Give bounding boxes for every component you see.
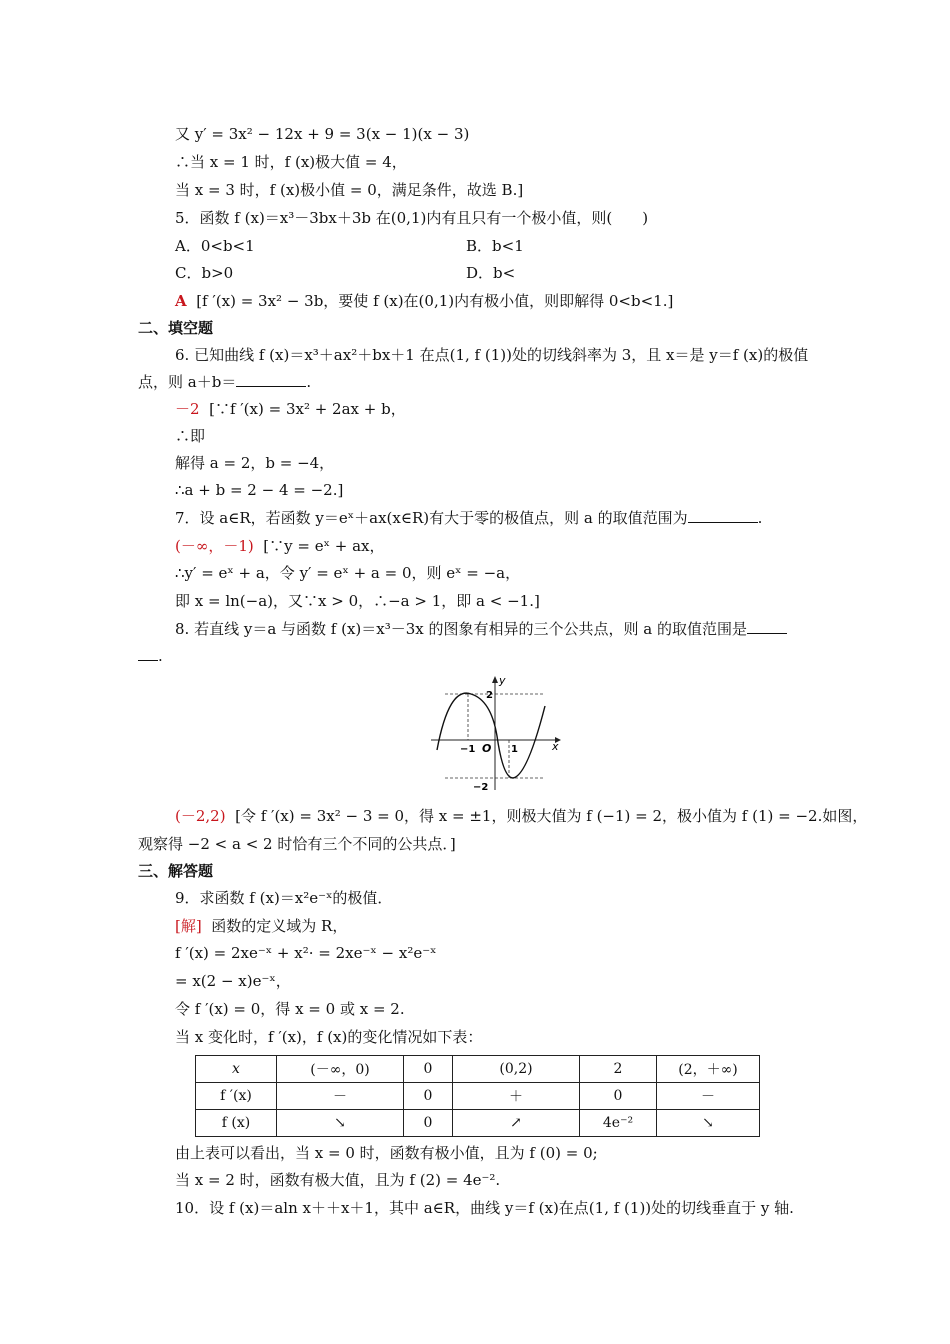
text-line: ∴当 x = 1 时，f (x)极大值 = 4， xyxy=(175,153,407,171)
answer-9 xyxy=(175,916,347,936)
table-cell: ↘ xyxy=(657,1110,760,1137)
table-cell: 2 xyxy=(580,1056,657,1083)
tick-label-1: 1 xyxy=(511,744,518,755)
question-5: 5．函数 f (x)＝x³－3bx＋3b 在(0,1)内有且只有一个极小值，则( ) xyxy=(175,209,649,227)
cubic-function-graph xyxy=(425,672,565,794)
question-9: 9．求函数 f (x)＝x²e⁻ˣ的极值． xyxy=(175,889,393,907)
text-line: = x(2 − x)e⁻ˣ， xyxy=(175,972,291,990)
answer-8 xyxy=(175,806,867,826)
table-cell: f ′(x) xyxy=(196,1083,277,1110)
question-6-cont xyxy=(138,372,311,392)
question-6: 6. 已知曲线 f (x)＝x³＋ax²＋bx＋1 在点(1, f (1))处的切线斜率为 3，且 x＝是 y＝f (x)的极值 xyxy=(175,346,809,364)
variation-table xyxy=(195,1055,760,1137)
question-text: 8. 若直线 y＝a 与函数 f (x)＝x³－3x 的图象有相异的三个公共点，则 a 的取值范围是 xyxy=(175,620,748,638)
answer-label: [解] xyxy=(175,917,202,935)
table-cell: 4e⁻² xyxy=(580,1110,657,1137)
text-line: 解得 a = 2，b = −4， xyxy=(175,454,335,472)
question-8-cont xyxy=(138,646,163,666)
answer-label: A xyxy=(175,292,187,310)
period: . xyxy=(306,373,312,391)
answer-text: [∵y = eˣ + ax， xyxy=(263,537,385,555)
answer-blank xyxy=(138,646,158,661)
question-10: 10．设 f (x)＝aln x＋＋x＋1，其中 a∈R，曲线 y＝f (x)在点(1, f (1))处的切线垂直于 y 轴. xyxy=(175,1199,794,1217)
y-axis-label: y xyxy=(499,674,506,687)
table-cell: (0,2) xyxy=(453,1056,580,1083)
answer-5 xyxy=(175,291,673,311)
text-line: 由上表可以看出，当 x = 0 时，函数有极小值，且为 f (0) = 0; xyxy=(175,1144,598,1162)
answer-label: (－∞，－1) xyxy=(175,537,254,555)
answer-label: (－2,2) xyxy=(175,807,226,825)
answer-text: [令 f ′(x) = 3x² − 3 = 0，得 x = ±1，则极大值为 f (−1) = 2，极小值为 f (1) = −2.如图， xyxy=(235,807,868,825)
x-axis-label: x xyxy=(552,740,559,753)
answer-label: －2 xyxy=(175,400,200,418)
table-cell: ＋ xyxy=(453,1083,580,1110)
text-line: 令 f ′(x) = 0，得 x = 0 或 x = 2. xyxy=(175,1000,405,1018)
answer-blank xyxy=(688,508,758,523)
period: . xyxy=(158,647,163,665)
cubic-curve xyxy=(437,693,545,778)
table-cell: (－∞，0) xyxy=(277,1056,404,1083)
answer-6 xyxy=(175,399,406,419)
table-cell: 0 xyxy=(580,1083,657,1110)
option-a: A．0<b<1 xyxy=(175,237,255,255)
table-cell: x xyxy=(196,1056,277,1083)
table-cell: ↘ xyxy=(277,1110,404,1137)
text-line: 当 x 变化时，f ′(x)，f (x)的变化情况如下表： xyxy=(175,1028,483,1046)
table-cell: (2，＋∞) xyxy=(657,1056,760,1083)
text-line: 即 x = ln(−a)，又∵x > 0，∴−a > 1，即 a < −1.] xyxy=(175,592,540,610)
section-heading: 三、解答题 xyxy=(138,862,214,880)
answer-text: [f ′(x) = 3x² − 3b，要使 f (x)在(0,1)内有极小值，则即解得 0<b<1.] xyxy=(196,292,674,310)
table-cell: － xyxy=(657,1083,760,1110)
table-cell: 0 xyxy=(404,1056,453,1083)
text-line: f ′(x) = 2xe⁻ˣ + x²· = 2xe⁻ˣ − x²e⁻ˣ xyxy=(175,944,437,962)
question-text: 点，则 a＋b＝ xyxy=(138,373,237,391)
answer-7 xyxy=(175,536,384,556)
tick-label-neg2: −2 xyxy=(473,782,489,793)
question-7 xyxy=(175,508,762,528)
table-row xyxy=(196,1083,760,1110)
answer-blank xyxy=(747,619,787,634)
tick-label-2: 2 xyxy=(486,690,493,701)
tick-label-neg1: −1 xyxy=(460,744,476,755)
table-cell: － xyxy=(277,1083,404,1110)
y-axis-arrow xyxy=(492,676,498,683)
text-line: 观察得 −2 < a < 2 时恰有三个不同的公共点．] xyxy=(138,835,456,853)
answer-text: [∵f ′(x) = 3x² + 2ax + b， xyxy=(209,400,406,418)
text-line: 当 x = 3 时，f (x)极小值 = 0，满足条件，故选 B.] xyxy=(175,181,524,199)
table-cell: ↗ xyxy=(453,1110,580,1137)
text-line: 当 x = 2 时，函数有极大值，且为 f (2) = 4e⁻². xyxy=(175,1171,501,1189)
origin-label: O xyxy=(482,742,492,755)
table-row xyxy=(196,1056,760,1083)
text-line: ∴a + b = 2 − 4 = −2.] xyxy=(175,481,344,499)
question-text: 7．设 a∈R，若函数 y＝eˣ＋ax(x∈R)有大于零的极值点，则 a 的取值范围为 xyxy=(175,509,688,527)
question-8 xyxy=(175,619,787,639)
option-d: D．b< xyxy=(466,264,516,282)
text-line: ∴即 xyxy=(175,427,206,445)
answer-text: 函数的定义域为 R， xyxy=(211,917,348,935)
table-cell: f (x) xyxy=(196,1110,277,1137)
text-line: 又 y′ = 3x² − 12x + 9 = 3(x − 1)(x − 3) xyxy=(175,125,470,143)
answer-blank xyxy=(236,372,306,387)
option-c: C．b>0 xyxy=(175,264,234,282)
option-b: B．b<1 xyxy=(466,237,524,255)
table-cell: 0 xyxy=(404,1110,453,1137)
period: . xyxy=(757,509,763,527)
text-line: ∴y′ = eˣ + a，令 y′ = eˣ + a = 0，则 eˣ = −a， xyxy=(175,564,521,582)
table-row xyxy=(196,1110,760,1137)
section-heading: 二、填空题 xyxy=(138,319,214,337)
table-cell: 0 xyxy=(404,1083,453,1110)
